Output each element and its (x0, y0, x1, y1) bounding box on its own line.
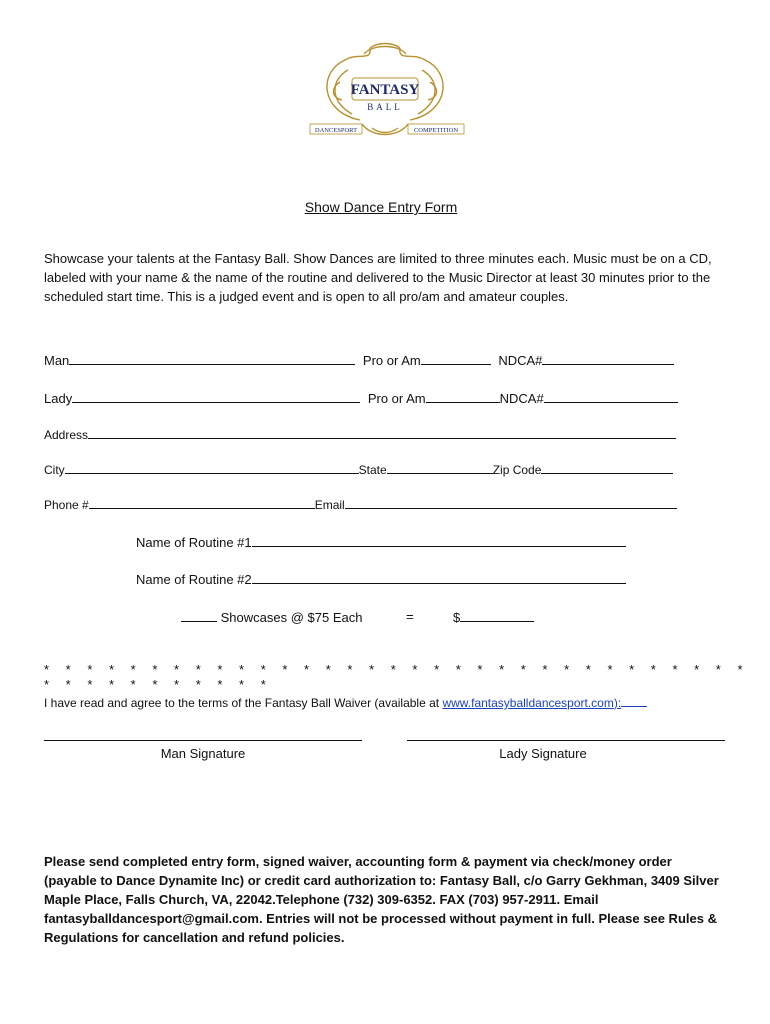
logo-left-tag: DANCESPORT (314, 127, 358, 134)
lady-label: Lady (44, 391, 73, 406)
showcases-row (181, 609, 362, 626)
total-amount-field[interactable] (460, 609, 534, 622)
email-label: Email (314, 498, 345, 512)
man-signature-label: Man Signature (160, 746, 246, 761)
man-name-field[interactable] (69, 352, 355, 365)
man-label: Man (44, 353, 70, 368)
lady-row (44, 390, 678, 407)
routine-2-field[interactable] (252, 571, 626, 584)
routine-1-label: Name of Routine #1 (136, 535, 252, 550)
form-title: Show Dance Entry Form (304, 199, 458, 215)
lady-pro-am-field[interactable] (426, 390, 500, 403)
phone-label: Phone # (44, 498, 89, 512)
waiver-statement (44, 696, 647, 710)
waiver-link[interactable]: www.fantasyballdancesport.com (442, 696, 614, 710)
waiver-text: I have read and agree to the terms of the Fantasy Ball Waiver (available at (44, 696, 443, 710)
email-field[interactable] (345, 496, 677, 509)
lady-pro-am-label: Pro or Am (367, 391, 426, 406)
waiver-underline (621, 696, 647, 707)
state-label: State (358, 463, 387, 477)
routine-2-label: Name of Routine #2 (136, 572, 252, 587)
logo-brand-bottom: BALL (367, 102, 403, 112)
lady-signature-line[interactable] (407, 740, 725, 741)
total-row (453, 609, 534, 626)
phone-email-row (44, 496, 677, 513)
address-row (44, 426, 676, 443)
routine-1-row (136, 534, 626, 551)
equals-sign: = (406, 609, 414, 624)
address-field[interactable] (88, 426, 676, 439)
showcases-label: Showcases @ $75 Each (220, 610, 363, 625)
zip-label: Zip Code (492, 463, 542, 477)
city-state-zip-row (44, 461, 673, 478)
submission-instructions: Please send completed entry form, signed waiver, accounting form & payment via check/money order (payable to Dance Dynamite Inc) or credit card authorization to: Fantasy Ball, c/o Garry Gekhman, 3409 Silver Maple Place, Falls Church, VA, 22042.Telephone (732) 309-6352. FAX (703) 957-2911. Email fantasyballdancesport@gmail.com. Entries will not be processed without payment in full. Please see Rules & Regulations for cancellation and refund policies. (44, 854, 719, 945)
routine-1-field[interactable] (252, 534, 626, 547)
intro-paragraph: Showcase your talents at the Fantasy Ball. Show Dances are limited to three minutes each. Music must be on a CD, labeled with your name & the name of the routine and delivered to the Music Director at least 30 minutes prior to the scheduled start time. This is a judged event and is open to all pro/am and amateur couples. (44, 251, 712, 304)
address-label: Address (44, 428, 89, 442)
man-ndca-label: NDCA# (498, 353, 543, 368)
city-label: City (44, 463, 65, 477)
city-field[interactable] (65, 461, 359, 474)
dollar-sign: $ (453, 610, 461, 625)
phone-field[interactable] (89, 496, 315, 509)
man-signature-line[interactable] (44, 740, 362, 741)
man-row (44, 352, 674, 369)
waiver-suffix: ): (613, 696, 622, 710)
man-pro-am-field[interactable] (421, 352, 491, 365)
man-ndca-field[interactable] (542, 352, 674, 365)
logo-right-tag: COMPETITION (413, 127, 459, 134)
lady-ndca-field[interactable] (544, 390, 678, 403)
logo-brand-top: FANTASY (350, 82, 420, 98)
star-divider: * * * * * * * * * * * * * * * * * * * * * * * * * * * * * * * * * * * * * * * * * * * * (44, 662, 750, 692)
fantasy-ball-logo (300, 42, 470, 144)
state-field[interactable] (387, 461, 493, 474)
man-pro-am-label: Pro or Am (362, 353, 421, 368)
lady-name-field[interactable] (72, 390, 360, 403)
showcases-count-field[interactable] (181, 609, 217, 622)
lady-signature-label: Lady Signature (499, 746, 587, 761)
routine-2-row (136, 571, 626, 588)
lady-ndca-label: NDCA# (499, 391, 544, 406)
zip-field[interactable] (541, 461, 673, 474)
